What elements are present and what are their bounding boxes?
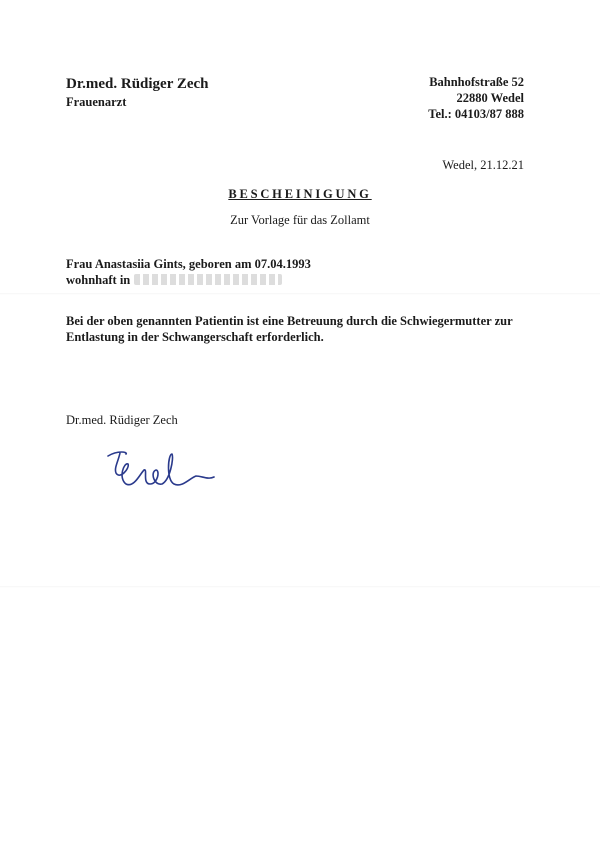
patient-block — [66, 256, 311, 288]
signer-name: Dr.med. Rüdiger Zech — [66, 413, 178, 427]
address-phone: Tel.: 04103/87 888 — [428, 107, 524, 121]
address-city: 22880 Wedel — [456, 91, 524, 105]
document-heading — [0, 185, 600, 203]
patient-address-label: wohnhaft in — [66, 273, 131, 287]
sender-block — [66, 76, 209, 110]
paper-fold — [0, 586, 600, 588]
certificate-body: Bei der oben genannten Patientin ist eine Betreuung durch die Schwiegermutter zur Entlastung in der Schwangerschaft erforderlich. — [66, 314, 513, 344]
document-subheading: Zur Vorlage für das Zollamt — [230, 213, 370, 227]
letter-date: Wedel, 21.12.21 — [442, 158, 524, 172]
sender-name: Dr.med. Rüdiger Zech — [66, 76, 209, 92]
redacted-address — [134, 274, 282, 285]
patient-address-line — [66, 272, 311, 288]
address-block — [428, 74, 524, 122]
address-street: Bahnhofstraße 52 — [429, 75, 524, 89]
paper-fold — [0, 293, 600, 295]
patient-name-line: Frau Anastasiia Gints, geboren am 07.04.1993 — [66, 257, 311, 271]
sender-title: Frauenarzt — [66, 95, 127, 109]
handwritten-signature — [104, 440, 224, 500]
signature-stroke — [108, 452, 214, 485]
heading-text: BESCHEINIGUNG — [228, 187, 372, 201]
